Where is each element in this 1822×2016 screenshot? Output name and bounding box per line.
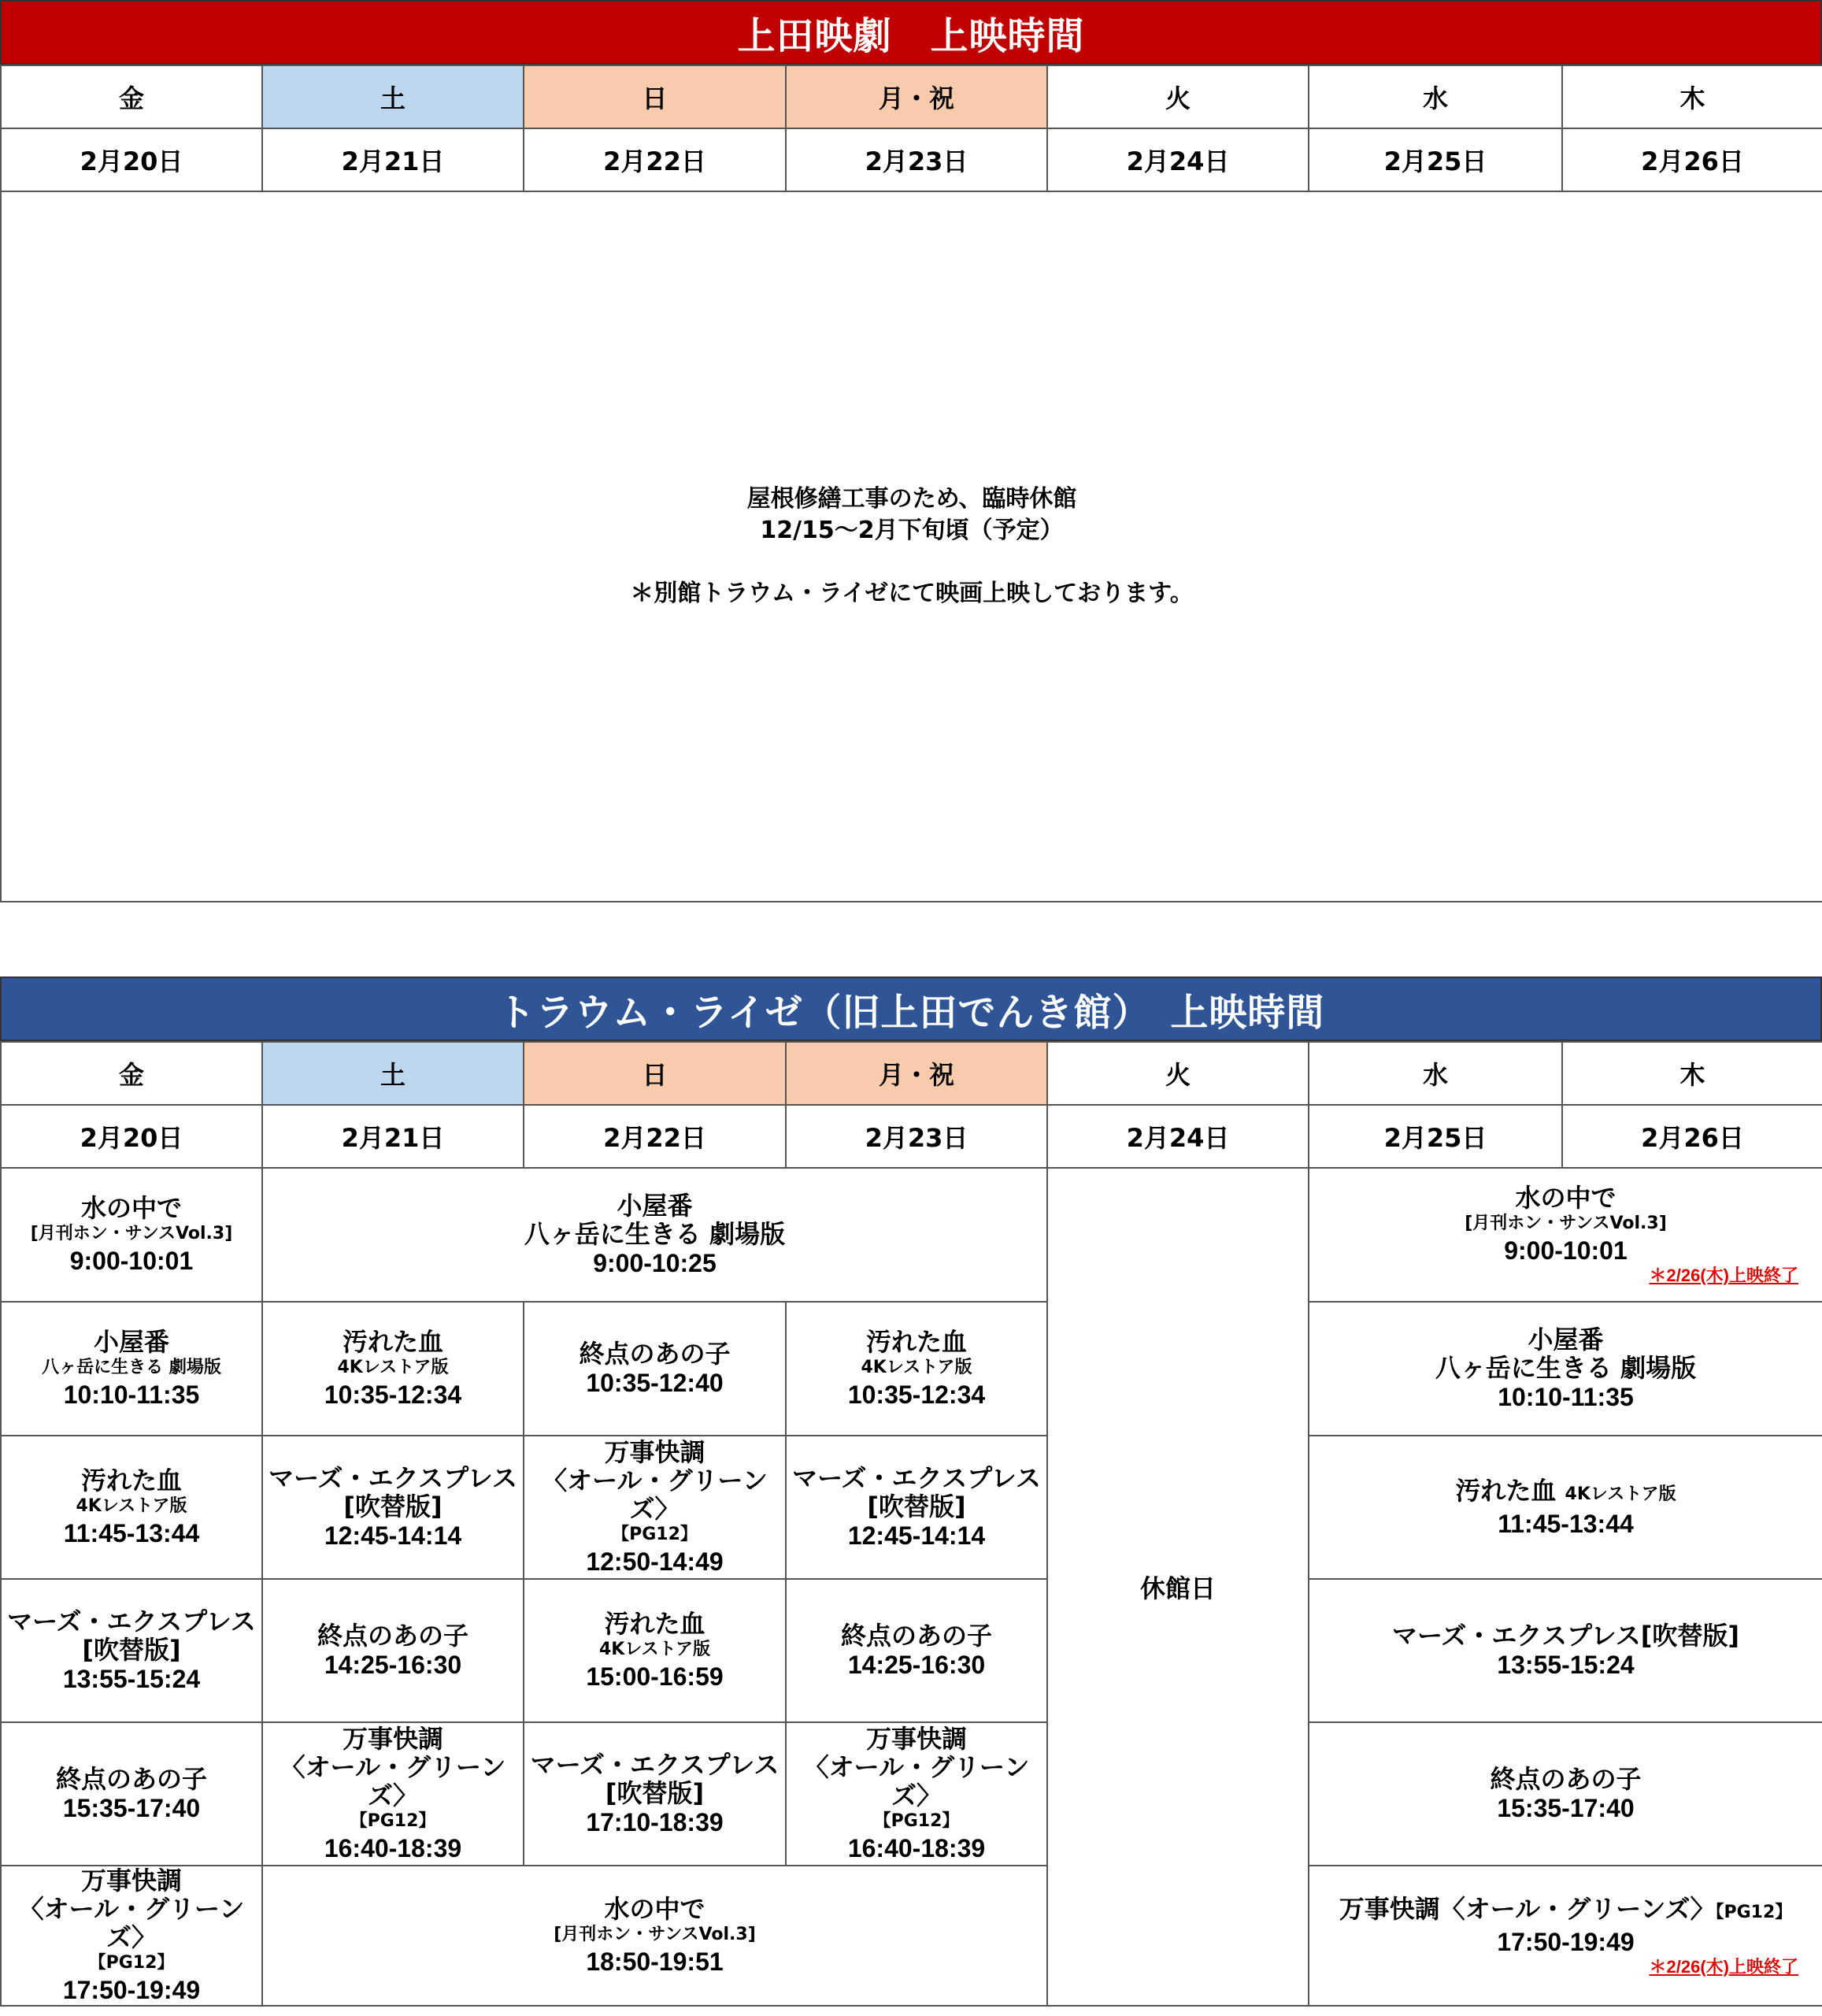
film-version: [吹替版] (867, 1492, 966, 1521)
day-wed: 水 (1309, 65, 1562, 128)
film-subtitle: 〈オール・グリーンズ〉 (542, 1466, 768, 1524)
film-subtitle: 4Kレストア版 (1565, 1484, 1676, 1504)
showtime-row-5 (1, 1722, 1822, 1866)
date-sat: 2月21日 (262, 128, 524, 191)
showtime: 10:35-12:34 (324, 1380, 462, 1409)
date-thu: 2月26日 (1562, 1105, 1822, 1168)
day-tue: 火 (1047, 1042, 1309, 1105)
showing-mizu-wed-thu (1309, 1168, 1822, 1302)
showing-banji-sun (524, 1436, 786, 1579)
date-sun: 2月22日 (524, 1105, 786, 1168)
date-fri: 2月20日 (1, 128, 262, 191)
date-tue: 2月24日 (1047, 1105, 1309, 1168)
showtime-row-6 (1, 1866, 1822, 2006)
film-title: 終点のあの子 (840, 1621, 992, 1651)
day-thu: 木 (1562, 65, 1822, 128)
showing-kegare-wed-thu (1309, 1436, 1822, 1579)
film-subtitle: 4Kレストア版 (76, 1496, 187, 1516)
film-version: [吹替版] (343, 1492, 443, 1521)
film-title: 万事快調 (80, 1866, 182, 1896)
film-subtitle: 八ヶ岳に生きる 劇場版 (1435, 1353, 1697, 1383)
day-mon-holiday: 月・祝 (786, 65, 1047, 128)
film-title: 終点のあの子 (579, 1339, 731, 1369)
date-mon: 2月23日 (786, 1105, 1047, 1168)
date-sat: 2月21日 (262, 1105, 524, 1168)
day-mon-holiday: 月・祝 (786, 1042, 1047, 1105)
rating-badge: 【PG12】 (612, 1525, 698, 1544)
notice-line-3: ＊別館トラウム・ライゼにて映画上映しております。 (630, 580, 1194, 607)
date-sun: 2月22日 (524, 128, 786, 191)
showing-shuten-mon (786, 1579, 1047, 1722)
film-subtitle: 〈オール・グリーンズ〉 (280, 1752, 506, 1810)
film-title: マーズ・エクスプレス (268, 1463, 517, 1493)
traum-reise-schedule-table (0, 1041, 1822, 2007)
date-header-row (1, 128, 1822, 191)
showing-mars-sun (524, 1722, 786, 1866)
showing-shuten-sat (262, 1579, 524, 1722)
film-subtitle: 〈オール・グリーンズ〉 (803, 1752, 1030, 1810)
film-subtitle: [月刊ホン・サンスVol.3] (1465, 1214, 1667, 1233)
film-subtitle: [月刊ホン・サンスVol.3] (30, 1224, 233, 1243)
showtime: 18:50-19:51 (586, 1947, 724, 1976)
film-title: マーズ・エクスプレス (792, 1463, 1041, 1493)
showtime: 13:55-15:24 (62, 1665, 201, 1693)
showtime: 9:00-10:25 (593, 1249, 717, 1277)
showtime: 12:45-14:14 (324, 1521, 462, 1550)
showtime-row-4 (1, 1579, 1822, 1722)
day-sun: 日 (524, 65, 786, 128)
film-title: 終点のあの子 (1490, 1764, 1642, 1794)
showing-banji-mon (786, 1722, 1047, 1866)
film-title: マーズ・エクスプレス[吹替版] (1391, 1621, 1740, 1651)
ueda-eigeki-schedule-table (0, 65, 1822, 902)
film-subtitle: 〈オール・グリーンズ〉 (18, 1894, 245, 1952)
day-tue: 火 (1047, 65, 1309, 128)
tuesday-closed-cell (1047, 1168, 1309, 2006)
showing-kegare-sun (524, 1579, 786, 1722)
film-title: 汚れた血 (342, 1327, 443, 1357)
notice-line-2: 12/15～2月下旬頃（予定） (760, 517, 1064, 544)
showing-mizu-fri (1, 1168, 262, 1302)
showtime-row-2 (1, 1302, 1822, 1436)
day-fri: 金 (1, 1042, 262, 1105)
showing-mars-wed-thu (1309, 1579, 1822, 1722)
showtime: 17:10-18:39 (586, 1808, 724, 1836)
date-wed: 2月25日 (1309, 128, 1562, 191)
showing-shuten-fri (1, 1722, 262, 1866)
ueda-eigeki-section (0, 0, 1822, 907)
film-title-line (1309, 1895, 1822, 1927)
film-title: 小屋番 (93, 1327, 169, 1357)
showing-banji-sat (262, 1722, 524, 1866)
showtime: 11:45-13:44 (63, 1519, 200, 1547)
film-title: 終点のあの子 (317, 1621, 468, 1651)
showing-kegare-fri (1, 1436, 262, 1579)
film-version: [吹替版] (605, 1778, 705, 1808)
showtime: 16:40-18:39 (847, 1834, 986, 1862)
showtime: 15:35-17:40 (62, 1794, 201, 1822)
film-title: 汚れた血 (604, 1609, 705, 1639)
date-header-row (1, 1105, 1822, 1168)
film-title: 汚れた血 (865, 1327, 967, 1357)
film-title: マーズ・エクスプレス (7, 1606, 256, 1636)
showtime: 10:10-11:35 (63, 1380, 200, 1409)
showtime: 15:00-16:59 (586, 1662, 724, 1691)
showtime: 11:45-13:44 (1498, 1509, 1634, 1538)
showtime: 14:25-16:30 (847, 1651, 986, 1679)
film-version: [吹替版] (82, 1635, 181, 1665)
showtime: 14:25-16:30 (324, 1651, 462, 1679)
traum-reise-section (0, 976, 1822, 2016)
showing-banji-fri (1, 1866, 262, 2006)
showing-shuten-sun (524, 1302, 786, 1436)
film-title: 万事快調 (342, 1724, 443, 1754)
showing-koya-sat-mon (262, 1168, 1047, 1302)
showtime: 13:55-15:24 (1497, 1651, 1635, 1679)
day-sun: 日 (524, 1042, 786, 1105)
date-fri: 2月20日 (1, 1105, 262, 1168)
closure-notice (1, 191, 1822, 902)
notice-line-1: 屋根修繕工事のため、臨時休館 (746, 485, 1077, 513)
showtime: 10:10-11:35 (1498, 1383, 1634, 1411)
film-subtitle: 4Kレストア版 (598, 1640, 711, 1659)
showtime: 10:35-12:40 (586, 1369, 724, 1397)
traum-reise-title: トラウム・ライゼ（旧上田でんき館） 上映時間 (0, 976, 1822, 1041)
showtime: 12:45-14:14 (847, 1521, 986, 1550)
film-subtitle: 八ヶ岳に生きる 劇場版 (42, 1358, 221, 1377)
day-fri: 金 (1, 65, 262, 128)
film-subtitle: 八ヶ岳に生きる 劇場版 (524, 1219, 786, 1249)
day-header-row (1, 1042, 1822, 1105)
film-title: 小屋番 (617, 1191, 693, 1221)
date-thu: 2月26日 (1562, 128, 1822, 191)
film-title: 万事快調 (604, 1437, 705, 1467)
film-title-line (1309, 1477, 1822, 1509)
showing-mars-sat (262, 1436, 524, 1579)
film-title: 万事快調〈オール・グリーンズ〉 (1339, 1893, 1716, 1924)
day-wed: 水 (1309, 1042, 1562, 1105)
showing-shuten-wed-thu (1309, 1722, 1822, 1866)
film-title: 小屋番 (1528, 1325, 1604, 1354)
showtime: 10:35-12:34 (847, 1380, 986, 1409)
film-title: 汚れた血 (80, 1466, 182, 1495)
day-sat: 土 (262, 65, 524, 128)
showing-koya-wed-thu (1309, 1302, 1822, 1436)
showtime-row-1 (1, 1168, 1822, 1302)
showing-koya-fri (1, 1302, 262, 1436)
ueda-eigeki-title: 上田映劇 上映時間 (0, 0, 1822, 65)
film-title: 万事快調 (865, 1724, 967, 1754)
showtime: 9:00-10:01 (69, 1247, 194, 1275)
date-tue: 2月24日 (1047, 128, 1309, 191)
end-of-run-note: ＊2/26(木)上映終了 (1649, 1956, 1798, 1977)
showtime: 15:35-17:40 (1497, 1794, 1635, 1822)
date-mon: 2月23日 (786, 128, 1047, 191)
rating-badge: 【PG12】 (350, 1811, 436, 1831)
film-title: 汚れた血 (1455, 1475, 1557, 1506)
film-title: 水の中で (1515, 1183, 1616, 1213)
showing-mizu-sat-mon (262, 1866, 1047, 2006)
showtime: 16:40-18:39 (324, 1834, 462, 1862)
film-title: 終点のあの子 (55, 1764, 207, 1794)
film-subtitle: [月刊ホン・サンスVol.3] (554, 1925, 756, 1944)
showing-mars-fri (1, 1579, 262, 1722)
rating-badge: 【PG12】 (873, 1811, 960, 1831)
day-header-row (1, 65, 1822, 128)
film-title: 水の中で (80, 1193, 182, 1223)
notice-row (1, 191, 1822, 902)
showtime: 9:00-10:01 (1504, 1236, 1628, 1265)
showing-mars-mon (786, 1436, 1047, 1579)
showing-kegare-mon (786, 1302, 1047, 1436)
showtime-row-3 (1, 1436, 1822, 1579)
film-title: マーズ・エクスプレス (530, 1750, 780, 1780)
showing-kegare-sat (262, 1302, 524, 1436)
film-subtitle: 4Kレストア版 (861, 1358, 972, 1377)
closed-label: 休館日 (1139, 1573, 1216, 1603)
rating-badge: 【PG12】 (88, 1953, 175, 1973)
date-wed: 2月25日 (1309, 1105, 1562, 1168)
rating-badge: 【PG12】 (1715, 1902, 1793, 1922)
showtime: 12:50-14:49 (586, 1547, 724, 1576)
showtime: 17:50-19:49 (62, 1976, 201, 2004)
film-subtitle: 4Kレストア版 (337, 1358, 449, 1377)
day-sat: 土 (262, 1042, 524, 1105)
showing-banji-wed-thu (1309, 1866, 1822, 2006)
showtime: 17:50-19:49 (1497, 1927, 1635, 1956)
day-thu: 木 (1562, 1042, 1822, 1105)
end-of-run-note: ＊2/26(木)上映終了 (1649, 1266, 1798, 1285)
film-title: 水の中で (604, 1894, 705, 1924)
